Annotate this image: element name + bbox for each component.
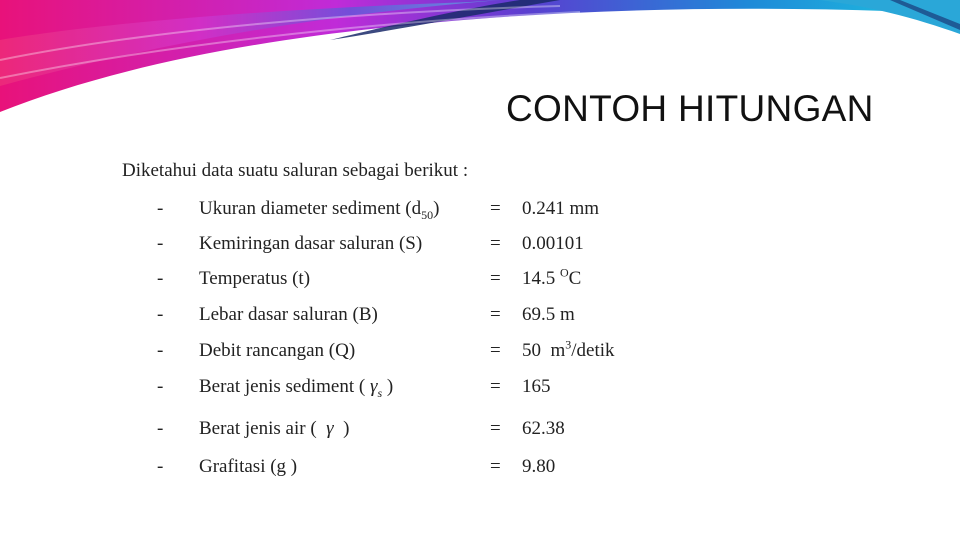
row-label: Kemiringan dasar saluran (S): [199, 233, 423, 254]
row-label: [199, 418, 349, 440]
value-text: 50 m: [522, 340, 566, 361]
row-value: [522, 265, 582, 290]
value-text: 14.5: [522, 268, 560, 289]
label-end: ): [333, 418, 350, 439]
value-superscript: O: [560, 265, 569, 280]
value-end: C: [568, 268, 582, 289]
row-value: 0.241 mm: [522, 198, 600, 219]
row-dash: -: [157, 340, 164, 361]
row-equals: =: [490, 198, 501, 219]
label-text: Ukuran diameter sediment (d: [199, 198, 422, 219]
gamma-symbol: γ: [369, 376, 378, 397]
row-value: 69.5 m: [522, 304, 575, 325]
label-end: ): [382, 376, 394, 397]
row-equals: =: [490, 340, 501, 361]
slide-title: CONTOH HITUNGAN: [506, 88, 874, 129]
value-end: /detik: [571, 340, 615, 361]
row-equals: =: [490, 233, 501, 254]
row-value: 9.80: [522, 456, 556, 477]
label-end: ): [433, 198, 440, 219]
row-dash: -: [157, 198, 164, 219]
row-value: [522, 337, 615, 362]
row-label: Debit rancangan (Q): [199, 340, 356, 361]
intro-text: Diketahui data suatu saluran sebagai berikut :: [122, 160, 469, 181]
gamma-symbol: γ: [326, 418, 334, 439]
row-equals: =: [490, 268, 501, 289]
row-label: Temperatus (t): [199, 268, 311, 289]
row-label: Lebar dasar saluran (B): [199, 304, 378, 325]
value-superscript: 3: [565, 337, 572, 352]
row-dash: -: [157, 268, 164, 289]
row-label: [199, 198, 439, 220]
label-text: Berat jenis sediment (: [199, 376, 370, 397]
row-equals: =: [490, 376, 501, 397]
row-equals: =: [490, 304, 501, 325]
symbol-subscript: s: [377, 385, 383, 400]
row-dash: -: [157, 376, 164, 397]
row-equals: =: [490, 418, 501, 439]
row-label: [199, 376, 393, 398]
row-dash: -: [157, 304, 164, 325]
row-dash: -: [157, 233, 164, 254]
label-text: Berat jenis air (: [199, 418, 327, 439]
row-dash: -: [157, 456, 164, 477]
row-value: 62.38: [522, 418, 565, 439]
row-dash: -: [157, 418, 164, 439]
row-value: 165: [522, 376, 551, 397]
row-value: 0.00101: [522, 233, 584, 254]
label-subscript: 50: [421, 207, 434, 222]
row-label: Grafitasi (g ): [199, 456, 298, 477]
row-equals: =: [490, 456, 501, 477]
